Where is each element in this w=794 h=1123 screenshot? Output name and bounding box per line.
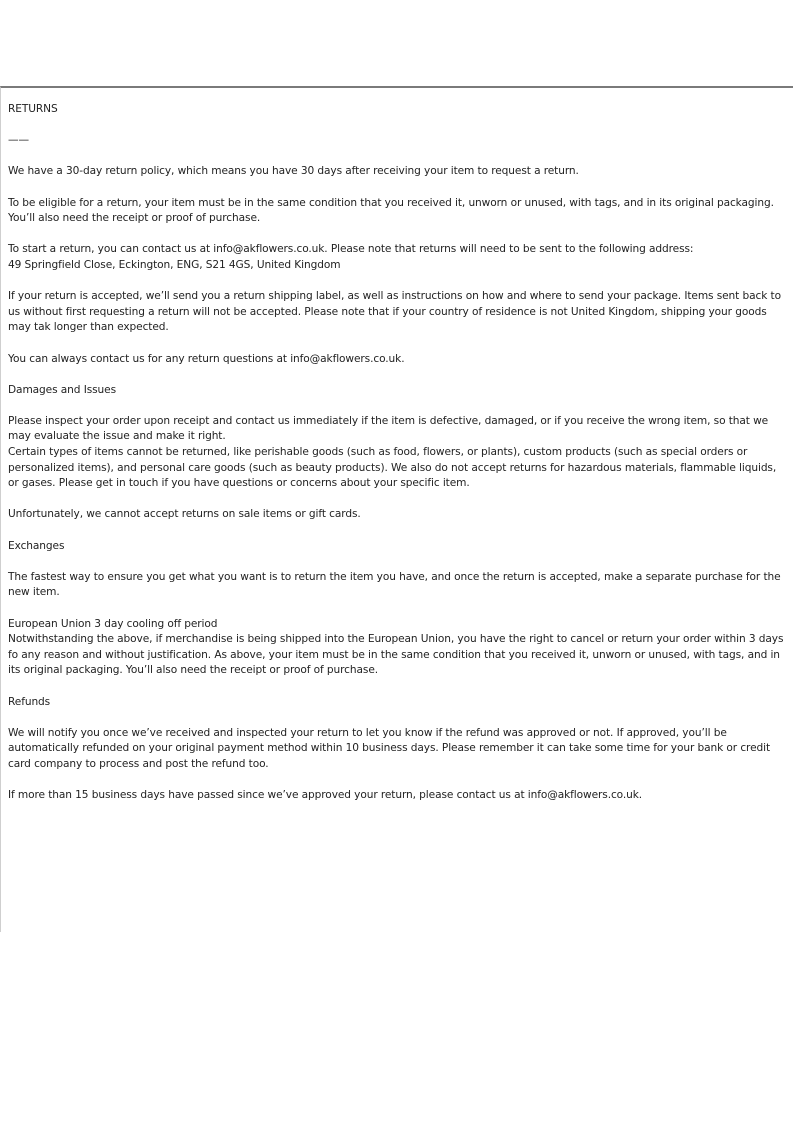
section-eu-cooling-off [8, 617, 787, 679]
returns-title: RETURNS [8, 103, 58, 115]
heading-exchanges: Exchanges [8, 539, 65, 552]
damages-inspect: Please inspect your order upon receipt and contact us immediately if the item is defective, damaged, or if you receive the wrong item, so that we may evaluate the issue and make it right. [8, 414, 769, 443]
return-address: 49 Springfield Close, Eckington, ENG, S21 4GS, United Kingdom [8, 258, 341, 271]
heading-eu-cooling-off: European Union 3 day cooling off period [8, 617, 218, 630]
title-rule: —— [8, 134, 29, 147]
paragraph-sale-items: Unfortunately, we cannot accept returns on sale items or gift cards. [8, 508, 361, 521]
heading-damages-issues: Damages and Issues [8, 383, 117, 396]
paragraph-return-policy: We have a 30-day return policy, which means you have 30 days after receiving your item to request a return. [8, 165, 579, 178]
paragraph-refunds: We will notify you once we’ve received and inspected your return to let you know if the refund was approved or not. If approved, you’ll be automatically refunded on your original payment method within 10 business days. Please remember it can take some time for your bank or credit card company to process and post the refund too. [8, 726, 771, 770]
damages-exclusions: Certain types of items cannot be returned, like perishable goods (such as food, flowers, or plants), custom products (such as special orders or personalized items), and personal care goods (such as beauty products). We also do not accept returns for hazardous materials, flammable liquids, or gases. Please get in touch if you have questions or concerns about your specific item. [8, 446, 777, 490]
paragraph-exchanges: The fastest way to ensure you get what you want is to return the item you have, and once the return is accepted, make a separate purchase for the new item. [8, 570, 781, 599]
paragraph-eu-cooling-off: Notwithstanding the above, if merchandise is being shipped into the European Union, you have the right to cancel or return your order within 3 days fo any reason and without justification. As above, your item must be in the same condition that you received it, unworn or unused, with tags, and in its original packaging. You’ll also need the receipt or proof of purchase. [8, 633, 784, 677]
paragraph-damages [8, 414, 787, 492]
paragraph-contact: You can always contact us for any return questions at info@akflowers.co.uk. [8, 352, 405, 365]
paragraph-late-refund: If more than 15 business days have passed since we’ve approved your return, please contact us at info@akflowers.co.uk. [8, 789, 643, 802]
paragraph-start-return [8, 242, 787, 273]
paragraph-eligibility: To be eligible for a return, your item must be in the same condition that you received it, unworn or unused, with tags, and in its original packaging. You’ll also need the receipt or proof of purchase. [8, 196, 774, 225]
heading-refunds: Refunds [8, 695, 51, 708]
document-frame [0, 86, 793, 932]
document-content [8, 102, 787, 819]
start-return-contact: To start a return, you can contact us at info@akflowers.co.uk. Please note that returns will need to be sent to the following address: [8, 243, 694, 256]
paragraph-return-accepted: If your return is accepted, we’ll send you a return shipping label, as well as instructions on how and where to send your package. Items sent back to us without first requesting a return will not be accepted. Please note that if your country of residence is not United Kingdom, shipping your goods may tak longer than expected. [8, 290, 781, 334]
